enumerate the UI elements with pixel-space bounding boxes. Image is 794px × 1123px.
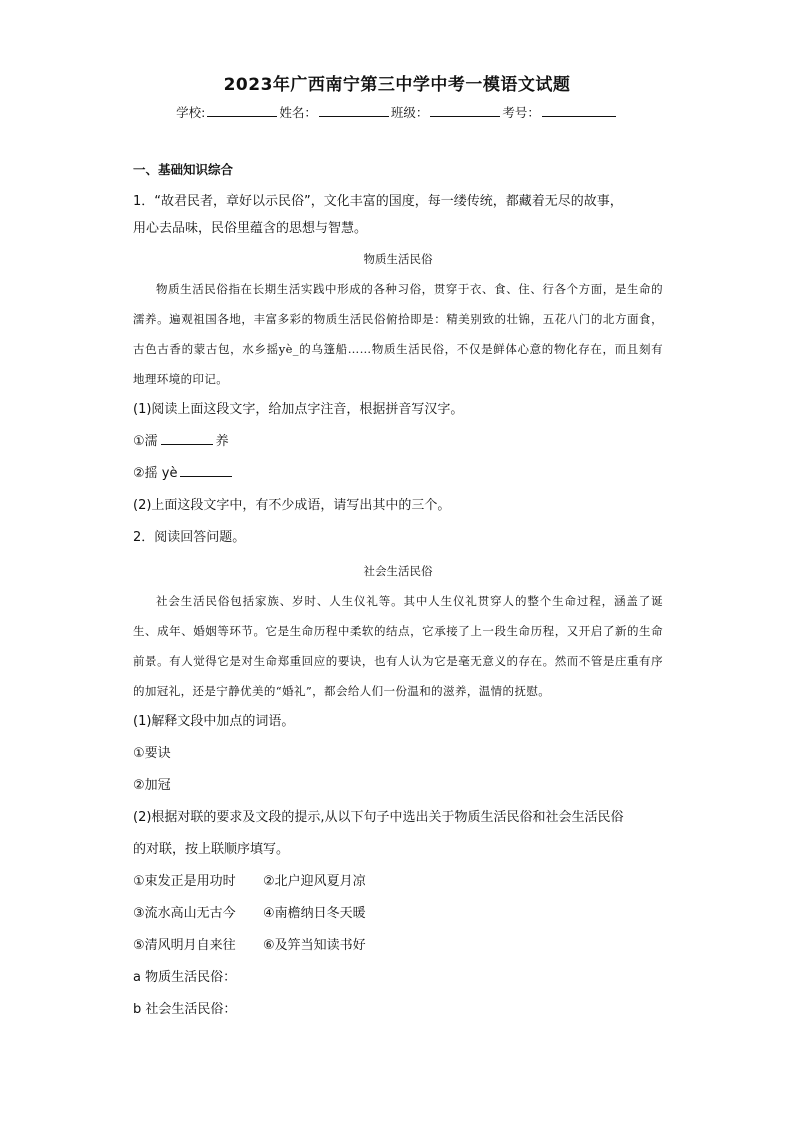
q2-sub1-b: ②加冠 — [133, 778, 171, 793]
q1-sub1-a — [133, 426, 663, 458]
q1-sub1-a-after: 养 — [215, 434, 229, 449]
q2-option-1: ①束发正是用功时 — [133, 874, 236, 889]
school-blank[interactable] — [207, 104, 277, 117]
question-2 — [133, 522, 663, 1026]
q2-sub2-line1: (2)根据对联的要求及文段的提示,从以下句子中选出关于物质生活民俗和社会生活民俗 — [133, 810, 624, 825]
number-label: 考号： — [502, 105, 540, 120]
q2-passage: 社会生活民俗包括家族、岁时、人生仪礼等。其中人生仪礼贯穿人的整个生命过程，涵盖了诞生、成年、婚姻等环节。它是生命历程中柔软的结点，它承接了上一段生命历程，又开启了新的生命前景。有人觉得它是对生命郑重回应的要诀，也有人认为它是毫无意义的存在。然而不管是庄重有序的加冠礼，还是宁静优美的“婚礼”，都会给人们一份温和的滋养，温情的抚慰。 — [133, 594, 663, 698]
q2-passage-title: 社会生活民俗 — [363, 564, 433, 578]
q1-sub2: (2)上面这段文字中，有不少成语，请写出其中的三个。 — [133, 498, 451, 513]
school-label: 学校: — [176, 105, 206, 120]
section-heading: 一、基础知识综合 — [133, 162, 234, 177]
q1-passage: 物质生活民俗指在长期生活实践中形成的各种习俗，贯穿于衣、食、住、行各个方面，是生命的濡养。遍观祖国各地，丰富多彩的物质生活民俗俯拾即是：精美别致的壮锦，五花八门的北方面食，古色古香的蒙古包，水乡摇yè_的乌篷船……物质生活民俗，不仅是鲜体心意的物化存在，而且刻有地理环境的印记。 — [133, 282, 663, 386]
q2-options-row-3 — [133, 930, 663, 962]
q1-sub1-b-label: ②摇 yè — [133, 466, 178, 481]
name-blank[interactable] — [319, 104, 389, 117]
q1-sub1-a-blank[interactable] — [161, 431, 213, 445]
q2-option-2: ②北户迎风夏月凉 — [263, 874, 366, 889]
q2-intro: 2．阅读回答问题。 — [133, 530, 246, 545]
q1-sub1-a-label: ①濡 — [133, 434, 158, 449]
q1-sub1-b-blank[interactable] — [180, 463, 232, 477]
question-1 — [133, 188, 663, 522]
q2-sub1: (1)解释文段中加点的词语。 — [133, 714, 295, 729]
class-label: 班级： — [390, 105, 429, 120]
class-blank[interactable] — [430, 104, 500, 117]
q1-sub1: (1)阅读上面这段文字，给加点字注音，根据拼音写汉字。 — [133, 402, 464, 417]
name-label: 姓名： — [279, 105, 317, 120]
q2-answer-a: a 物质生活民俗： — [133, 970, 237, 985]
q2-option-4: ④南檐纳日冬天暖 — [263, 906, 366, 921]
q2-options-row-2 — [133, 898, 663, 930]
exam-content — [133, 160, 663, 1026]
q2-options-row-1 — [133, 866, 663, 898]
number-blank[interactable] — [542, 104, 616, 117]
q1-sub1-b — [133, 458, 663, 490]
q2-option-6: ⑥及笄当知读书好 — [263, 938, 366, 953]
q1-intro-line2: 用心去品味，民俗里蕴含的思想与智慧。 — [133, 221, 368, 236]
page-title: 2023年广西南宁第三中学中考一模语文试题 — [223, 75, 571, 95]
student-info-line — [0, 103, 794, 121]
q2-sub2-line2: 的对联，按上联顺序填写。 — [133, 842, 290, 857]
q1-intro-line1: 1．“故君民者，章好以示民俗”，文化丰富的国度，每一缕传统，都藏着无尽的故事， — [133, 194, 623, 209]
q2-option-3: ③流水高山无古今 — [133, 906, 236, 921]
q2-answer-b: b 社会生活民俗： — [133, 1002, 237, 1017]
q1-passage-title: 物质生活民俗 — [363, 252, 433, 266]
q2-sub1-a: ①要诀 — [133, 746, 171, 761]
q2-option-5: ⑤清风明月自来往 — [133, 938, 236, 953]
